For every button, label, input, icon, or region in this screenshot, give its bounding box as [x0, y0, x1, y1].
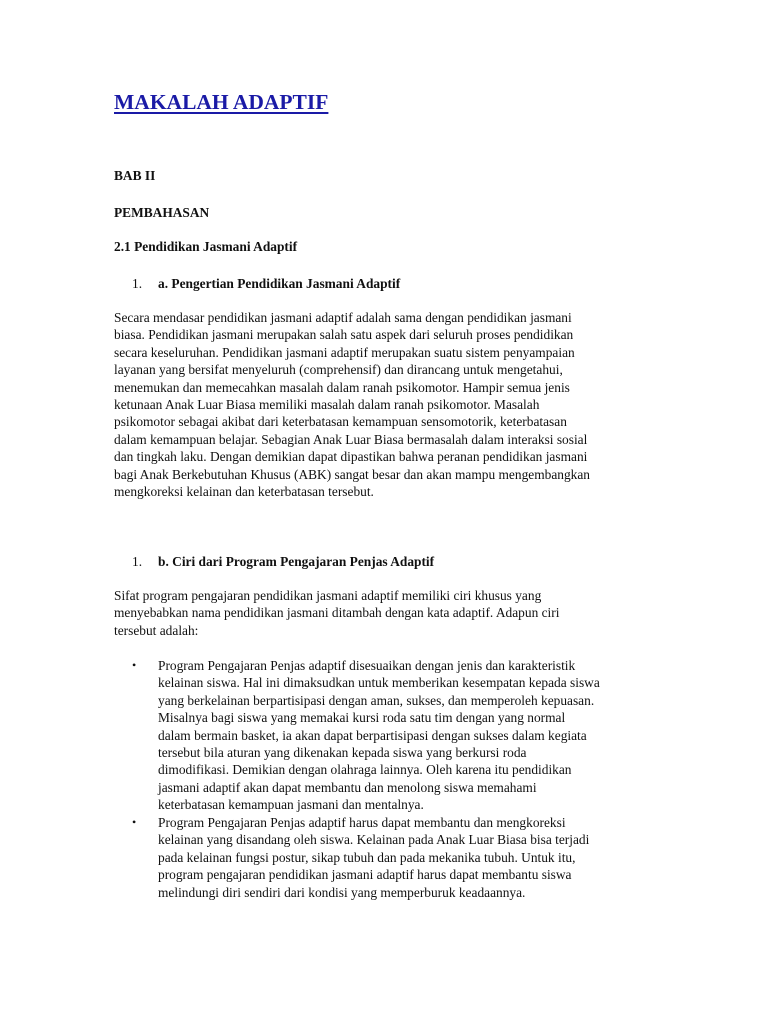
bullet-line: tersebut bila aturan yang dikenakan kepada siswa yang berkursi roda — [158, 745, 527, 761]
subsection-a-heading — [132, 275, 400, 292]
chapter-label: BAB II — [114, 168, 156, 183]
paragraph-line: menyebabkan nama pendidikan jasmani ditambah dengan kata adaptif. Adapun ciri — [114, 605, 560, 621]
paragraph-line: layanan yang bersifat menyeluruh (comprehensif) dan dirancang untuk mengetahui, — [114, 362, 563, 378]
subsection-a-number: 1. — [132, 276, 143, 291]
paragraph-line: menemukan dan memecahkan masalah dalam ranah psikomotor. Hampir semua jenis — [114, 379, 570, 395]
bullet-line: keterbatasan kemampuan jasmani dan mentalnya. — [158, 797, 424, 813]
paragraph-line: dalam kemampuan belajar. Sebagian Anak Luar Biasa bermasalah dalam interaksi sosial — [114, 431, 588, 447]
paragraph-line: biasa. Pendidikan jasmani merupakan salah satu aspek dari seluruh proses pendidikan — [114, 327, 574, 343]
paragraph-line: Secara mendasar pendidikan jasmani adaptif adalah sama dengan pendidikan jasmani — [114, 310, 572, 325]
paragraph-definition — [114, 309, 674, 500]
bullet-line: kelainan yang disandang oleh siswa. Kelainan pada Anak Luar Biasa bisa terjadi — [158, 832, 590, 848]
bullet-icon: • — [132, 815, 137, 829]
bullet-line: Program Pengajaran Penjas adaptif disesuaikan dengan jenis dan karakteristik — [158, 658, 576, 673]
paragraph-line: Sifat program pengajaran pendidikan jasmani adaptif memiliki ciri khusus yang — [114, 588, 542, 603]
document-title-link[interactable]: MAKALAH ADAPTIF — [114, 90, 329, 114]
bullet-line: melindungi diri sendiri dari kondisi yang memperburuk keadaannya. — [158, 884, 526, 900]
bullet-line: dalam bermain basket, ia akan dapat berpartisipasi dengan sukses dalam kegiata — [158, 727, 587, 743]
bullet-item-1 — [132, 657, 678, 814]
bullet-line: yang berkelainan berpartisipasi dengan aman, sukses, dan memperoleh kepuasan. — [158, 692, 595, 708]
subsection-b-title: b. Ciri dari Program Pengajaran Penjas Adaptif — [158, 554, 435, 569]
bullet-line: program pengajaran pendidikan jasmani adaptif harus dapat membantu siswa — [158, 867, 572, 883]
subsection-b-number: 1. — [132, 554, 143, 569]
paragraph-line: mengkoreksi kelainan dan keterbatasan tersebut. — [114, 484, 374, 500]
paragraph-line: psikomotor sebagai akibat dari keterbatasan kemampuan sensomotorik, keterbatasan — [114, 414, 567, 430]
subsection-a-title: a. Pengertian Pendidikan Jasmani Adaptif — [158, 276, 401, 291]
bullet-line: Misalnya bagi siswa yang memakai kursi roda satu tim dengan yang normal — [158, 710, 566, 726]
paragraph-characteristics-intro — [114, 587, 674, 639]
bullet-item-2 — [132, 814, 678, 901]
chapter-title: PEMBAHASAN — [114, 205, 210, 220]
bullet-line: pada kelainan fungsi postur, sikap tubuh dan pada mekanika tubuh. Untuk itu, — [158, 849, 576, 865]
paragraph-line: tersebut adalah: — [114, 622, 199, 638]
paragraph-line: secara keseluruhan. Pendidikan jasmani adaptif merupakan suatu sistem penyampaian — [114, 344, 575, 360]
paragraph-line: bagi Anak Berkebutuhan Khusus (ABK) sangat besar dan akan mampu mengembangkan — [114, 466, 590, 482]
paragraph-line: ketunaan Anak Luar Biasa memiliki masalah dalam ranah psikomotor. Masalah — [114, 397, 540, 413]
section-title: 2.1 Pendidikan Jasmani Adaptif — [114, 239, 298, 254]
bullet-line: Program Pengajaran Penjas adaptif harus dapat membantu dan mengkoreksi — [158, 815, 566, 830]
subsection-b-heading — [132, 553, 434, 570]
bullet-line: kelainan siswa. Hal ini dimaksudkan untuk memberikan kesempatan kepada siswa — [158, 675, 600, 691]
bullet-line: dimodifikasi. Demikian dengan olahraga lainnya. Oleh karena itu pendidikan — [158, 762, 572, 778]
bullet-icon: • — [132, 658, 137, 672]
paragraph-line: dan tingkah laku. Dengan demikian dapat dipastikan bahwa peranan pendidikan jasmani — [114, 449, 588, 465]
bullet-line: jasmani adaptif akan dapat membantu dan menolong siswa memahami — [158, 779, 537, 795]
